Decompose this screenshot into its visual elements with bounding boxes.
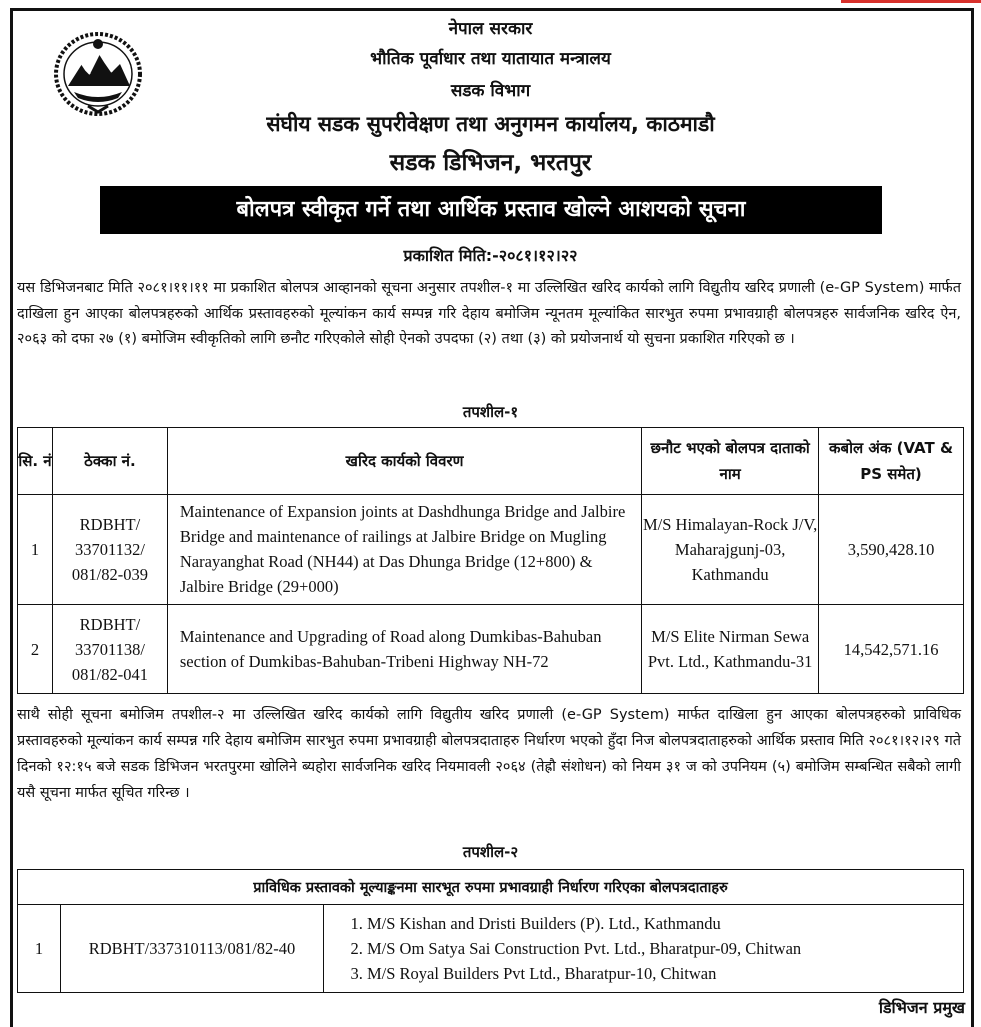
row-contract: RDBHT/ 33701138/ 081/82-041 bbox=[52, 605, 167, 694]
list-item: 1. M/S Kishan and Dristi Builders (P). Ltd., Kathmandu bbox=[367, 911, 963, 936]
table-row bbox=[18, 905, 964, 993]
list-item: 2. M/S Om Satya Sai Construction Pvt. Ltd., Bharatpur-09, Chitwan bbox=[367, 936, 963, 961]
schedule-1-title: तपशील-१ bbox=[462, 403, 519, 421]
col-header-sn: सि. नं bbox=[18, 428, 53, 495]
row-bidders bbox=[324, 905, 964, 993]
schedule-2-title: तपशील-२ bbox=[462, 843, 519, 861]
col-header-bidder: छनौट भएको बोलपत्र दाताको नाम bbox=[642, 428, 819, 495]
row-description: Maintenance of Expansion joints at Dashdhunga Bridge and Jalbire Bridge and maintenance of railings at Jalbire Bridge on Mugling Narayanghat Road (NH44) at Das Dhunga Bridge (12+800) & Jalbire Bridge (29+000) bbox=[167, 494, 641, 605]
signature-title: डिभिजन प्रमुख bbox=[878, 998, 965, 1017]
row-contract: RDBHT/ 33701132/ 081/82-039 bbox=[52, 494, 167, 605]
table-row bbox=[18, 605, 964, 694]
row-amount: 14,542,571.16 bbox=[819, 605, 964, 694]
row-sn: 1 bbox=[18, 905, 61, 993]
table-row bbox=[18, 494, 964, 605]
government-emblem-icon bbox=[52, 28, 144, 120]
row-bidder: M/S Elite Nirman Sewa Pvt. Ltd., Kathmandu-31 bbox=[642, 605, 819, 694]
header-ministry: भौतिक पूर्वाधार तथा यातायात मन्त्रालय bbox=[370, 49, 611, 69]
table-header-row bbox=[18, 428, 964, 495]
row-description: Maintenance and Upgrading of Road along Dumkibas-Bahuban section of Dumkibas-Bahuban-Tribeni Highway NH-72 bbox=[167, 605, 641, 694]
intro-paragraph: यस डिभिजनबाट मिति २०८१।११।११ मा प्रकाशित बोलपत्र आव्हानको सूचना अनुसार तपशील-१ मा उल्लिखित खरिद कार्यको लागि विद्युतीय खरिद प्रणाली (e-GP System) मार्फत दाखिला हुन आएका बोलपत्रहरुको आर्थिक प्रस्तावहरुको मूल्यांकन कार्य सम्पन्न गरि देहाय बमोजिम न्यूनतम मूल्यांकित सारभुत रुपमा प्रभावग्राही बोलपत्रहरु सार्वजनिक खरिद ऐन, २०६३ को दफा २७ (१) बमोजिम स्वीकृतिको लागि छनौट गरिएकोले सोही ऐनको उपदफा (२) तथा (३) को प्रयोजनार्थ यो सुचना प्रकाशित गरिएको छ । bbox=[17, 280, 961, 347]
schedule-2-header: प्राविधिक प्रस्तावको मूल्याङ्कनमा सारभूत रुपमा प्रभावग्राही निर्धारण गरिएका बोलपत्रदाताहरु bbox=[18, 870, 964, 905]
header-department: सडक विभाग bbox=[450, 81, 531, 101]
row-sn: 1 bbox=[18, 494, 53, 605]
notice-title-banner: बोलपत्र स्वीकृत गर्ने तथा आर्थिक प्रस्ताव खोल्ने आशयको सूचना bbox=[100, 186, 882, 234]
row-bidder: M/S Himalayan-Rock J/V, Maharajgunj-03, Kathmandu bbox=[642, 494, 819, 605]
col-header-contract: ठेक्का नं. bbox=[52, 428, 167, 495]
schedule-1-table bbox=[17, 427, 964, 694]
second-paragraph: साथै सोही सूचना बमोजिम तपशील-२ मा उल्लिखित खरिद कार्यको लागि विद्युतीय खरिद प्रणाली (e-GP System) मार्फत दाखिला हुन आएका बोलपत्रहरुको प्राविधिक प्रस्तावहरुको मूल्यांकन कार्य सम्पन्न गरि देहाय बमोजिम सारभुत रुपमा प्रभावग्राही बोलपत्रदाताहरु निर्धारण भएको हुँदा निज बोलपत्रदाताहरुको आर्थिक प्रस्ताव मिति २०८१।१२।२९ गते दिनको १२:१५ बजे सडक डिभिजन भरतपुरमा खोलिने ब्यहोरा सार्वजनिक खरिद नियमावली २०६४ (तेह्रौ संशोधन) को नियम ३१ ज को उपनियम (५) बमोजिम सम्बन्धित सबैको लागी यसै सूचना मार्फत सूचित गरिन्छ । bbox=[17, 707, 961, 801]
list-item: 3. M/S Royal Builders Pvt Ltd., Bharatpur-10, Chitwan bbox=[367, 961, 963, 986]
top-red-accent bbox=[841, 0, 981, 3]
table-header-row bbox=[18, 870, 964, 905]
header-government: नेपाल सरकार bbox=[448, 19, 533, 39]
published-date: प्रकाशित मिति:-२०८१।१२।२२ bbox=[403, 246, 578, 265]
row-contract: RDBHT/337310113/081/82-40 bbox=[61, 905, 324, 993]
schedule-2-table bbox=[17, 869, 964, 993]
col-header-amount: कबोल अंक (VAT & PS समेत) bbox=[819, 428, 964, 495]
col-header-description: खरिद कार्यको विवरण bbox=[167, 428, 641, 495]
header-office: संघीय सडक सुपरीवेक्षण तथा अनुगमन कार्यालय, काठमाडौ bbox=[266, 112, 715, 136]
header-division: सडक डिभिजन, भरतपुर bbox=[389, 150, 592, 176]
row-amount: 3,590,428.10 bbox=[819, 494, 964, 605]
row-sn: 2 bbox=[18, 605, 53, 694]
